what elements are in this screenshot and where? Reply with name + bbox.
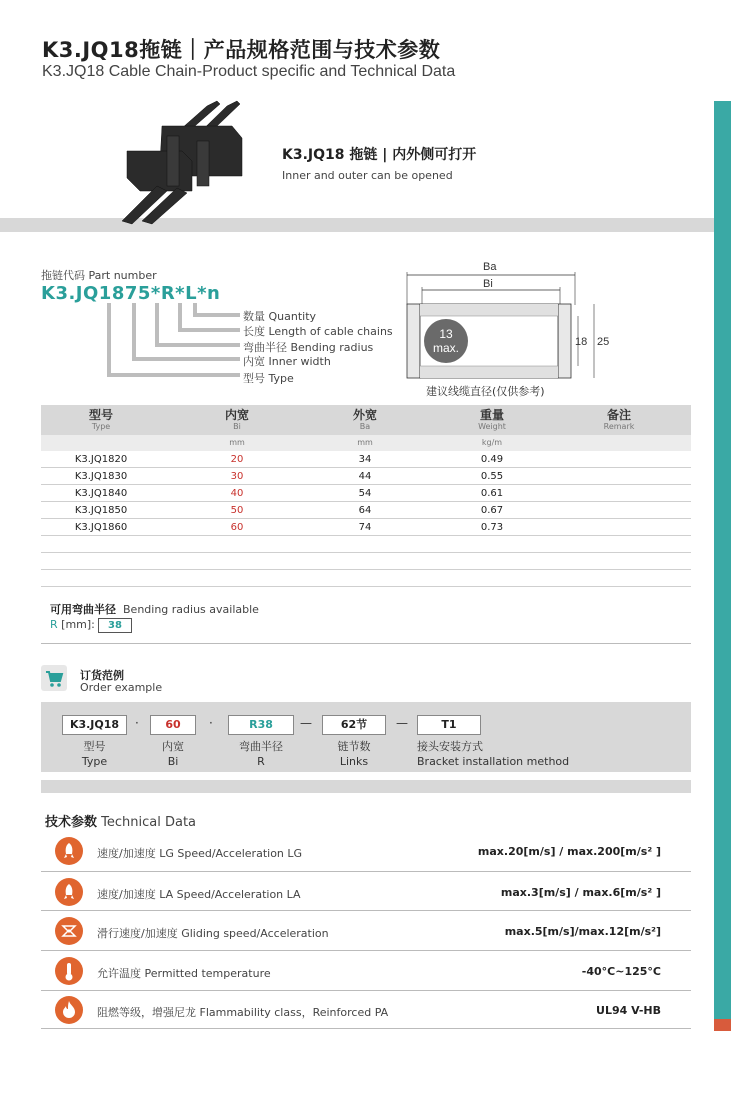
order-box-type: K3.JQ18 [62, 715, 127, 735]
table-row [41, 468, 691, 485]
cross-section-diagram [398, 260, 618, 400]
table-row [41, 519, 691, 536]
order-separator: — [300, 716, 312, 730]
unit-bi: mm [229, 438, 245, 447]
unit-ba: mm [357, 438, 373, 447]
order-caption-bi: 内宽 Bi [162, 740, 184, 768]
part-number-connector-lines [100, 303, 240, 383]
order-box-radius: R38 [228, 715, 294, 735]
tech-row-speed-lg: 速度/加速度 LG Speed/Acceleration LG max.20[m/s] / max.200[m/s² ] [41, 832, 691, 872]
tech-row-speed-la: 速度/加速度 LA Speed/Acceleration LA max.3[m/s] / max.6[m/s² ] [41, 873, 691, 913]
table-row [41, 485, 691, 502]
table-row-empty [41, 570, 691, 587]
rocket-icon [55, 878, 83, 906]
tech-row-gliding: 滑行速度/加速度 Gliding speed/Acceleration max.5[m/s]/max.12[m/s²] [41, 912, 691, 952]
spec-table-units [41, 435, 691, 451]
table-cell: 0.49 [480, 454, 504, 465]
order-box-bracket: T1 [417, 715, 481, 735]
table-cell: 0.61 [480, 488, 504, 499]
thermometer-icon [55, 957, 83, 985]
side-accent-tab [714, 1019, 731, 1031]
order-caption-type: 型号 Type [81, 740, 108, 768]
hero-subtitle: Inner and outer can be opened [282, 169, 453, 182]
table-cell: K3.JQ1820 [74, 454, 128, 465]
cart-icon [41, 665, 67, 691]
table-cell: K3.JQ1850 [74, 505, 128, 516]
technical-data-title: 技术参数 Technical Data [45, 815, 197, 830]
col-header-type: 型号 Type [88, 408, 113, 431]
flame-icon [55, 996, 83, 1024]
order-caption-radius: 弯曲半径 R [239, 740, 283, 768]
table-cell: K3.JQ1830 [74, 471, 128, 482]
bending-radius-unit: R [mm]: [50, 618, 95, 631]
table-cell: K3.JQ1860 [74, 522, 128, 533]
cable-chain-image [112, 96, 262, 226]
tech-row-divider [41, 910, 691, 911]
order-separator: — [396, 716, 408, 730]
tech-row-divider [41, 1028, 691, 1029]
bending-radius-value: 38 [98, 618, 132, 633]
order-box-bi: 60 [150, 715, 196, 735]
order-example-subtitle: Order example [80, 681, 163, 694]
col-header-remark: 备注 Remark [603, 408, 635, 431]
ba-label: Ba [483, 261, 497, 273]
hero-band [0, 218, 714, 232]
max-diameter-value: 13 [439, 327, 453, 341]
unit-weight: kg/m [481, 438, 503, 447]
legend-length: 长度 Length of cable chains [243, 325, 393, 338]
col-header-weight: 重量 Weight [478, 408, 506, 431]
bi-label: Bi [483, 278, 493, 290]
table-cell: K3.JQ1840 [74, 488, 128, 499]
section-divider-band [41, 780, 691, 793]
table-cell: 30 [230, 471, 244, 482]
section-divider [41, 643, 691, 644]
rocket-icon [55, 837, 83, 865]
order-example-title: 订货范例 [80, 669, 124, 682]
table-cell: 34 [358, 454, 372, 465]
table-cell: 20 [230, 454, 244, 465]
max-diameter-label: max. [432, 341, 460, 355]
col-header-ba: 外宽 Ba [352, 408, 377, 431]
table-cell: 0.67 [480, 505, 504, 516]
table-cell: 64 [358, 505, 372, 516]
legend-inner-width: 内宽 Inner width [243, 355, 331, 368]
order-box-links: 62节 [322, 715, 386, 735]
page-subtitle: K3.JQ18 Cable Chain-Product specific and Technical Data [42, 63, 456, 80]
tech-row-divider [41, 950, 691, 951]
order-separator: · [135, 716, 139, 730]
spec-table [41, 405, 691, 587]
table-row-empty [41, 553, 691, 570]
table-cell: 74 [358, 522, 372, 533]
table-cell: 50 [230, 505, 244, 516]
gliding-icon [55, 917, 83, 945]
page-title: K3.JQ18拖链｜产品规格范围与技术参数 [42, 38, 441, 62]
legend-bending-radius: 弯曲半径 Bending radius [243, 341, 374, 354]
side-accent-bar [714, 101, 731, 1031]
table-cell: 44 [358, 471, 372, 482]
table-row [41, 451, 691, 468]
bending-radius-label: 可用弯曲半径 Bending radius available [50, 603, 259, 616]
legend-type: 型号 Type [243, 372, 294, 385]
table-cell: 0.55 [480, 471, 504, 482]
outer-height-label: 25 [597, 336, 610, 348]
table-cell: 0.73 [480, 522, 504, 533]
table-row [41, 502, 691, 519]
order-caption-links: 链节数 Links [337, 740, 371, 768]
spec-table-header [41, 405, 691, 435]
table-cell: 60 [230, 522, 244, 533]
part-number-code: K3.JQ1875*R*L*n [41, 283, 221, 304]
legend-quantity: 数量 Quantity [243, 310, 317, 323]
table-cell: 54 [358, 488, 372, 499]
hero-title: K3.JQ18 拖链 | 内外侧可打开 [282, 147, 477, 163]
part-number-label: 拖链代码 Part number [41, 269, 157, 282]
order-separator: · [209, 716, 213, 730]
inner-height-label: 18 [575, 336, 588, 348]
table-cell: 40 [230, 488, 244, 499]
diagram-caption: 建议线缆直径(仅供参考) [426, 385, 545, 398]
table-row-empty [41, 536, 691, 553]
tech-row-divider [41, 871, 691, 872]
tech-row-flammability: 阻燃等级，增强尼龙 Flammability class，Reinforced PA UL94 V-HB [41, 991, 691, 1031]
col-header-bi: 内宽 Bi [224, 408, 249, 431]
tech-row-temperature: 允许温度 Permitted temperature -40°C~125°C [41, 952, 691, 992]
order-caption-bracket: 接头安装方式 Bracket installation method [417, 740, 570, 768]
